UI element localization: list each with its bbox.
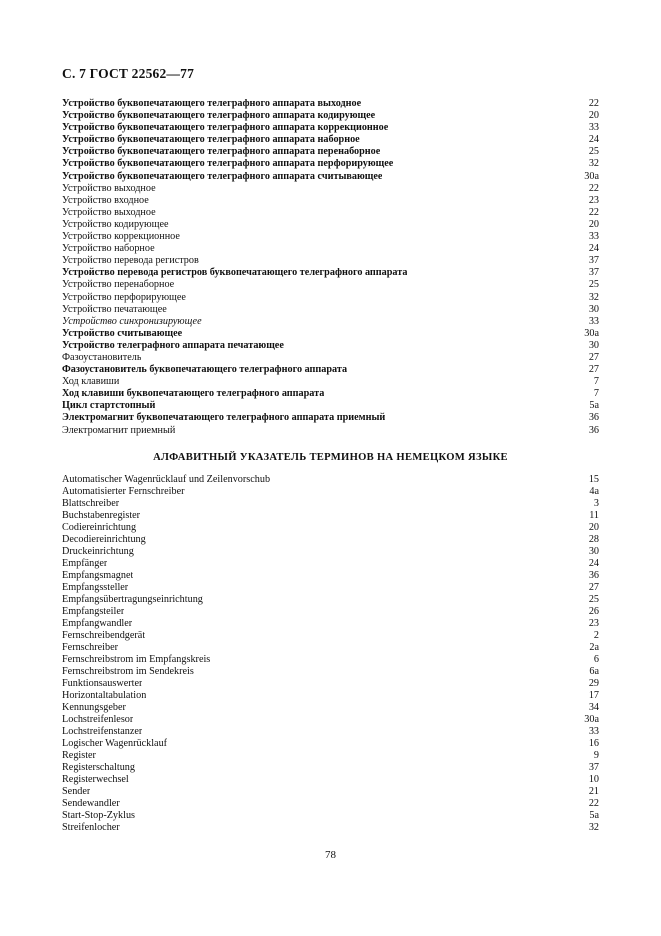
russian-term-entry: [62, 255, 599, 267]
german-term-entry: [62, 762, 599, 774]
russian-term-entry: [62, 98, 599, 110]
term-page-ref: 25: [588, 146, 599, 158]
german-term-entry: [62, 546, 599, 558]
term-page-ref: 30а: [584, 170, 599, 182]
term-page-ref: 33: [588, 231, 599, 243]
russian-term-entry: [62, 231, 599, 243]
german-term-entry: [62, 558, 599, 570]
term-page-ref: 20: [588, 218, 599, 230]
term-text: Empfangwandler: [62, 618, 133, 629]
russian-term-entry: [62, 376, 599, 388]
term-page-ref: 6: [593, 654, 599, 665]
term-page-ref: 22: [588, 182, 599, 194]
term-page-ref: 36: [588, 424, 599, 436]
term-page-ref: 21: [588, 786, 599, 797]
term-page-ref: 30: [588, 546, 599, 557]
german-term-entry: [62, 726, 599, 738]
term-page-ref: 32: [588, 291, 599, 303]
term-text: Lochstreifenlesor: [62, 714, 134, 725]
term-text: Buchstabenregister: [62, 510, 141, 521]
term-page-ref: 33: [588, 315, 599, 327]
term-text: Устройство наборное: [62, 243, 155, 255]
term-page-ref: 2: [593, 630, 599, 641]
german-term-entry: [62, 750, 599, 762]
term-text: Устройство синхронизирующее: [62, 315, 202, 327]
term-page-ref: 37: [588, 762, 599, 773]
german-term-entry: [62, 570, 599, 582]
term-text: Automatischer Wagenrücklauf und Zeilenvorschub: [62, 474, 271, 485]
russian-term-entry: [62, 134, 599, 146]
german-term-entry: [62, 510, 599, 522]
term-page-ref: 2а: [589, 642, 599, 653]
term-page-ref: 17: [588, 690, 599, 701]
term-text: Устройство буквопечатающего телеграфного аппарата перенаборное: [62, 146, 381, 158]
page-number: 78: [325, 849, 336, 861]
term-text: Start-Stop-Zyklus: [62, 810, 136, 821]
term-page-ref: 27: [588, 582, 599, 593]
term-text: Устройство перфорирующее: [62, 291, 186, 303]
german-term-entry: [62, 798, 599, 810]
german-term-entry: [62, 678, 599, 690]
german-term-entry: [62, 690, 599, 702]
term-text: Электромагнит буквопечатающего телеграфного аппарата приемный: [62, 412, 386, 424]
term-text: Fernschreibstrom im Sendekreis: [62, 666, 194, 677]
german-term-entry: [62, 714, 599, 726]
term-text: Устройство считывающее: [62, 327, 183, 339]
term-page-ref: 34: [588, 702, 599, 713]
term-text: Empfangsübertragungseinrichtung: [62, 594, 203, 605]
term-text: Register: [62, 750, 96, 761]
russian-term-entry: [62, 183, 599, 195]
russian-term-entry: [62, 267, 599, 279]
german-term-entry: [62, 594, 599, 606]
russian-term-entry: [62, 328, 599, 340]
german-term-entry: [62, 654, 599, 666]
term-text: Устройство буквопечатающего телеграфного аппарата кодирующее: [62, 110, 376, 122]
russian-term-entry: [62, 171, 599, 183]
term-page-ref: 24: [588, 243, 599, 255]
term-page-ref: 30а: [584, 327, 599, 339]
german-term-entry: [62, 606, 599, 618]
term-text: Decodiereinrichtung: [62, 534, 146, 545]
term-page-ref: 26: [588, 606, 599, 617]
term-text: Устройство телеграфного аппарата печатающее: [62, 339, 284, 351]
term-page-ref: 25: [588, 594, 599, 605]
german-term-entry: [62, 702, 599, 714]
russian-term-entry: [62, 146, 599, 158]
term-text: Ход клавиши буквопечатающего телеграфного аппарата: [62, 388, 325, 400]
term-text: Цикл стартстопный: [62, 400, 156, 412]
russian-term-entry: [62, 400, 599, 412]
german-term-entry: [62, 642, 599, 654]
german-term-entry: [62, 822, 599, 834]
term-text: Registerschaltung: [62, 762, 135, 773]
russian-term-entry: [62, 316, 599, 328]
term-page-ref: 24: [588, 134, 599, 146]
page-header: С. 7 ГОСТ 22562—77: [62, 66, 195, 81]
term-page-ref: 10: [588, 774, 599, 785]
term-page-ref: 3: [593, 498, 599, 509]
term-text: Устройство перенаборное: [62, 279, 175, 291]
term-page-ref: 30: [588, 303, 599, 315]
term-page-ref: 22: [588, 206, 599, 218]
term-page-ref: 36: [588, 412, 599, 424]
german-terms-list: [62, 474, 599, 834]
term-page-ref: 33: [588, 122, 599, 134]
german-term-entry: [62, 786, 599, 798]
term-text: Empfangssteller: [62, 582, 129, 593]
russian-term-entry: [62, 207, 599, 219]
term-page-ref: 29: [588, 678, 599, 689]
german-term-entry: [62, 618, 599, 630]
term-page-ref: 32: [588, 158, 599, 170]
term-page-ref: 16: [588, 738, 599, 749]
german-term-entry: [62, 534, 599, 546]
term-text: Устройство выходное: [62, 206, 156, 218]
german-term-entry: [62, 582, 599, 594]
russian-term-entry: [62, 304, 599, 316]
term-page-ref: 7: [593, 376, 599, 388]
term-text: Empfänger: [62, 558, 108, 569]
russian-term-entry: [62, 412, 599, 424]
german-term-entry: [62, 522, 599, 534]
term-text: Horizontaltabulation: [62, 690, 147, 701]
term-page-ref: 23: [588, 618, 599, 629]
term-page-ref: 27: [588, 351, 599, 363]
term-text: Fernschreiber: [62, 642, 119, 653]
russian-term-entry: [62, 340, 599, 352]
russian-term-entry: [62, 388, 599, 400]
term-page-ref: 4а: [589, 486, 599, 497]
term-page-ref: 22: [588, 798, 599, 809]
term-text: Kennungsgeber: [62, 702, 126, 713]
german-term-entry: [62, 486, 599, 498]
term-text: Устройство перевода регистров: [62, 255, 199, 267]
german-term-entry: [62, 498, 599, 510]
term-page-ref: 28: [588, 534, 599, 545]
term-page-ref: 6а: [589, 666, 599, 677]
term-page-ref: 15: [588, 474, 599, 485]
term-text: Устройство печатающее: [62, 303, 167, 315]
term-page-ref: 7: [593, 388, 599, 400]
term-text: Sender: [62, 786, 91, 797]
russian-terms-list: [62, 98, 599, 437]
term-text: Устройство выходное: [62, 182, 156, 194]
term-text: Blattschreiber: [62, 498, 120, 509]
term-page-ref: 24: [588, 558, 599, 569]
term-page-ref: 23: [588, 194, 599, 206]
term-text: Устройство перевода регистров буквопечатающего телеграфного аппарата: [62, 267, 408, 279]
term-text: Фазоустановитель буквопечатающего телеграфного аппарата: [62, 364, 348, 376]
term-page-ref: 9: [593, 750, 599, 761]
german-term-entry: [62, 474, 599, 486]
term-page-ref: 32: [588, 822, 599, 833]
term-page-ref: 30: [588, 339, 599, 351]
russian-term-entry: [62, 279, 599, 291]
term-page-ref: 5а: [589, 810, 599, 821]
term-page-ref: 20: [588, 110, 599, 122]
german-term-entry: [62, 666, 599, 678]
german-term-entry: [62, 774, 599, 786]
russian-term-entry: [62, 364, 599, 376]
term-text: Электромагнит приемный: [62, 424, 176, 436]
term-page-ref: 25: [588, 279, 599, 291]
term-text: Fernschreibendgerät: [62, 630, 146, 641]
german-term-entry: [62, 810, 599, 822]
russian-term-entry: [62, 158, 599, 170]
russian-term-entry: [62, 292, 599, 304]
russian-term-entry: [62, 219, 599, 231]
term-page-ref: 27: [588, 364, 599, 376]
term-text: Устройство буквопечатающего телеграфного аппарата коррекционное: [62, 122, 389, 134]
term-text: Устройство буквопечатающего телеграфного аппарата выходное: [62, 98, 362, 109]
russian-term-entry: [62, 122, 599, 134]
term-text: Registerwechsel: [62, 774, 129, 785]
term-text: Устройство кодирующее: [62, 218, 169, 230]
term-page-ref: 37: [588, 267, 599, 279]
term-text: Устройство буквопечатающего телеграфного аппарата наборное: [62, 134, 360, 146]
term-text: Druckeinrichtung: [62, 546, 134, 557]
term-page-ref: 5а: [589, 400, 599, 412]
term-text: Automatisierter Fernschreiber: [62, 486, 185, 497]
term-text: Codiereinrichtung: [62, 522, 137, 533]
term-text: Lochstreifenstanzer: [62, 726, 143, 737]
term-text: Устройство входное: [62, 194, 149, 206]
german-term-entry: [62, 738, 599, 750]
term-text: Empfangsmagnet: [62, 570, 134, 581]
russian-term-entry: [62, 243, 599, 255]
russian-term-entry: [62, 425, 599, 437]
term-page-ref: 11: [589, 510, 599, 521]
german-term-entry: [62, 630, 599, 642]
term-text: Empfangsteiler: [62, 606, 125, 617]
term-page-ref: 22: [588, 98, 599, 109]
term-text: Fernschreibstrom im Empfangskreis: [62, 654, 211, 665]
term-text: Устройство коррекционное: [62, 231, 180, 243]
german-index-title: АЛФАВИТНЫЙ УКАЗАТЕЛЬ ТЕРМИНОВ НА НЕМЕЦКОМ ЯЗЫКЕ: [153, 452, 508, 463]
term-page-ref: 33: [588, 726, 599, 737]
term-page-ref: 30а: [584, 714, 599, 725]
term-page-ref: 37: [588, 255, 599, 267]
term-text: Streifenlocher: [62, 822, 120, 833]
term-text: Ход клавиши: [62, 376, 120, 388]
term-text: Sendewandler: [62, 798, 120, 809]
russian-term-entry: [62, 352, 599, 364]
term-text: Фазоустановитель: [62, 351, 142, 363]
russian-term-entry: [62, 195, 599, 207]
term-text: Устройство буквопечатающего телеграфного аппарата считывающее: [62, 170, 383, 182]
term-page-ref: 36: [588, 570, 599, 581]
term-text: Funktionsauswerter: [62, 678, 143, 689]
russian-term-entry: [62, 110, 599, 122]
term-text: Устройство буквопечатающего телеграфного аппарата перфорирующее: [62, 158, 394, 170]
term-page-ref: 20: [588, 522, 599, 533]
term-text: Logischer Wagenrücklauf: [62, 738, 168, 749]
